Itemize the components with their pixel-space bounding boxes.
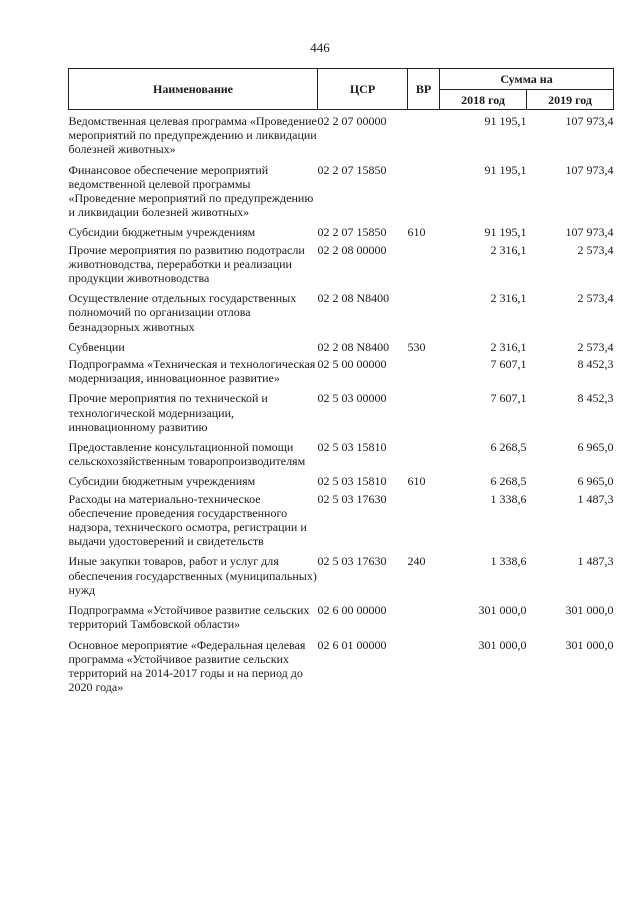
budget-table — [68, 68, 614, 700]
row-sum-2019: 107 973,4 — [565, 225, 614, 240]
header-name: Наименование — [69, 69, 318, 110]
table-row — [69, 163, 614, 226]
row-name: Подпрограмма «Устойчивое развитие сельских территорий Тамбовской области» — [68, 603, 310, 632]
table-row — [69, 291, 614, 340]
row-name: Субсидии бюджетным учреждениям — [68, 474, 256, 489]
row-csr: 02 2 08 00000 — [317, 242, 387, 257]
row-vr: 610 — [407, 474, 426, 489]
row-csr: 02 5 00 00000 — [317, 357, 387, 372]
row-vr — [408, 291, 440, 340]
table-row — [69, 603, 614, 637]
row-name: Осуществление отдельных государственных полномочий по организации отлова безнадзорных животных — [68, 291, 297, 334]
row-sum-2018: 301 000,0 — [478, 637, 527, 652]
row-name: Ведомственная целевая программа «Проведение мероприятий по предупреждению и ликвидации болезней животных» — [68, 114, 317, 157]
row-vr — [408, 391, 440, 440]
row-sum-2019: 301 000,0 — [565, 603, 614, 618]
row-sum-2018: 6 268,5 — [490, 474, 527, 489]
row-vr — [408, 357, 440, 391]
row-sum-2019: 1 487,3 — [577, 491, 614, 506]
row-name: Расходы на материально-техническое обеспечение проведения государственного надзора, технического осмотра, регистрации и выдачи удостоверений и свидетельств — [68, 491, 307, 549]
table-row — [69, 225, 614, 242]
row-vr — [408, 440, 440, 474]
row-csr: 02 5 03 15810 — [317, 440, 387, 455]
row-vr — [408, 110, 440, 163]
table-row — [69, 110, 614, 163]
row-csr: 02 5 03 15810 — [317, 474, 387, 489]
table-row — [69, 340, 614, 357]
row-sum-2018: 1 338,6 — [490, 491, 527, 506]
row-sum-2018: 7 607,1 — [490, 357, 527, 372]
row-name: Субсидии бюджетным учреждениям — [68, 225, 256, 240]
row-vr: 240 — [407, 554, 426, 569]
row-vr — [408, 492, 440, 555]
row-vr — [408, 163, 440, 226]
header-csr: ЦСР — [318, 69, 408, 110]
row-sum-2018: 2 316,1 — [490, 242, 527, 257]
table-row — [69, 492, 614, 555]
row-sum-2018: 1 338,6 — [490, 554, 527, 569]
table-row — [69, 474, 614, 491]
row-sum-2019: 6 965,0 — [577, 474, 614, 489]
row-sum-2019: 1 487,3 — [577, 554, 614, 569]
row-sum-2019: 107 973,4 — [565, 162, 614, 177]
page-number: 446 — [310, 40, 330, 55]
row-sum-2019: 107 973,4 — [565, 114, 614, 128]
row-sum-2019: 2 573,4 — [577, 242, 614, 257]
row-csr: 02 2 07 00000 — [317, 114, 387, 128]
row-csr: 02 5 03 17630 — [317, 554, 387, 569]
row-sum-2018: 91 195,1 — [484, 114, 527, 128]
row-csr: 02 5 03 00000 — [317, 391, 387, 406]
row-name: Прочие мероприятия по развитию подотрасли животноводства, переработки и реализации продукции животноводства — [68, 242, 305, 286]
row-sum-2018: 6 268,5 — [490, 440, 527, 455]
row-csr: 02 5 03 17630 — [317, 491, 387, 506]
row-sum-2019: 8 452,3 — [577, 357, 614, 372]
row-csr: 02 2 08 N8400 — [317, 291, 390, 306]
row-sum-2019: 2 573,4 — [577, 291, 614, 306]
row-name: Основное мероприятие «Федеральная целевая программа «Устойчивое развитие сельских территорий на 2014-2017 годы и на период до 2020 года» — [68, 637, 306, 695]
row-vr: 530 — [407, 339, 426, 354]
row-name: Предоставление консультационной помощи сельскохозяйственным товаропроизводителям — [68, 440, 306, 469]
row-name: Финансовое обеспечение мероприятий ведомственной целевой программы «Проведение мероприятий по предупреждению и ликвидации болезней животных» — [68, 162, 314, 220]
header-year-2018: 2018 год — [440, 90, 527, 110]
row-sum-2019: 301 000,0 — [565, 637, 614, 652]
table-row — [69, 357, 614, 391]
row-sum-2018: 2 316,1 — [490, 291, 527, 306]
table-row — [69, 243, 614, 292]
row-sum-2019: 6 965,0 — [577, 440, 614, 455]
row-sum-2018: 2 316,1 — [490, 339, 527, 354]
row-csr: 02 2 07 15850 — [317, 162, 387, 177]
row-sum-2019: 8 452,3 — [577, 391, 614, 406]
row-csr: 02 2 08 N8400 — [317, 339, 390, 354]
table-row — [69, 554, 614, 603]
table-row — [69, 638, 614, 701]
row-sum-2018: 7 607,1 — [490, 391, 527, 406]
row-csr: 02 2 07 15850 — [317, 225, 387, 240]
row-csr: 02 6 00 00000 — [317, 603, 387, 618]
row-vr — [408, 603, 440, 637]
row-sum-2018: 91 195,1 — [484, 162, 527, 177]
row-name: Прочие мероприятия по технической и технологической модернизации, инновационному развитию — [68, 391, 268, 434]
row-vr — [408, 638, 440, 701]
row-sum-2019: 2 573,4 — [577, 339, 614, 354]
table-row — [69, 440, 614, 474]
row-name: Подпрограмма «Техническая и технологическая модернизация, инновационное развитие» — [68, 357, 316, 386]
row-csr: 02 6 01 00000 — [317, 637, 387, 652]
row-sum-2018: 91 195,1 — [484, 225, 527, 240]
row-vr: 610 — [407, 225, 426, 240]
header-year-2019: 2019 год — [527, 90, 614, 110]
row-name: Иные закупки товаров, работ и услуг для обеспечения государственных (муниципальных) нужд — [68, 554, 317, 597]
table-row — [69, 391, 614, 440]
row-sum-2018: 301 000,0 — [478, 603, 527, 618]
header-sum-group: Сумма на — [440, 69, 614, 90]
header-vr: ВР — [408, 69, 440, 110]
row-vr — [408, 243, 440, 292]
row-name: Субвенции — [68, 339, 125, 354]
